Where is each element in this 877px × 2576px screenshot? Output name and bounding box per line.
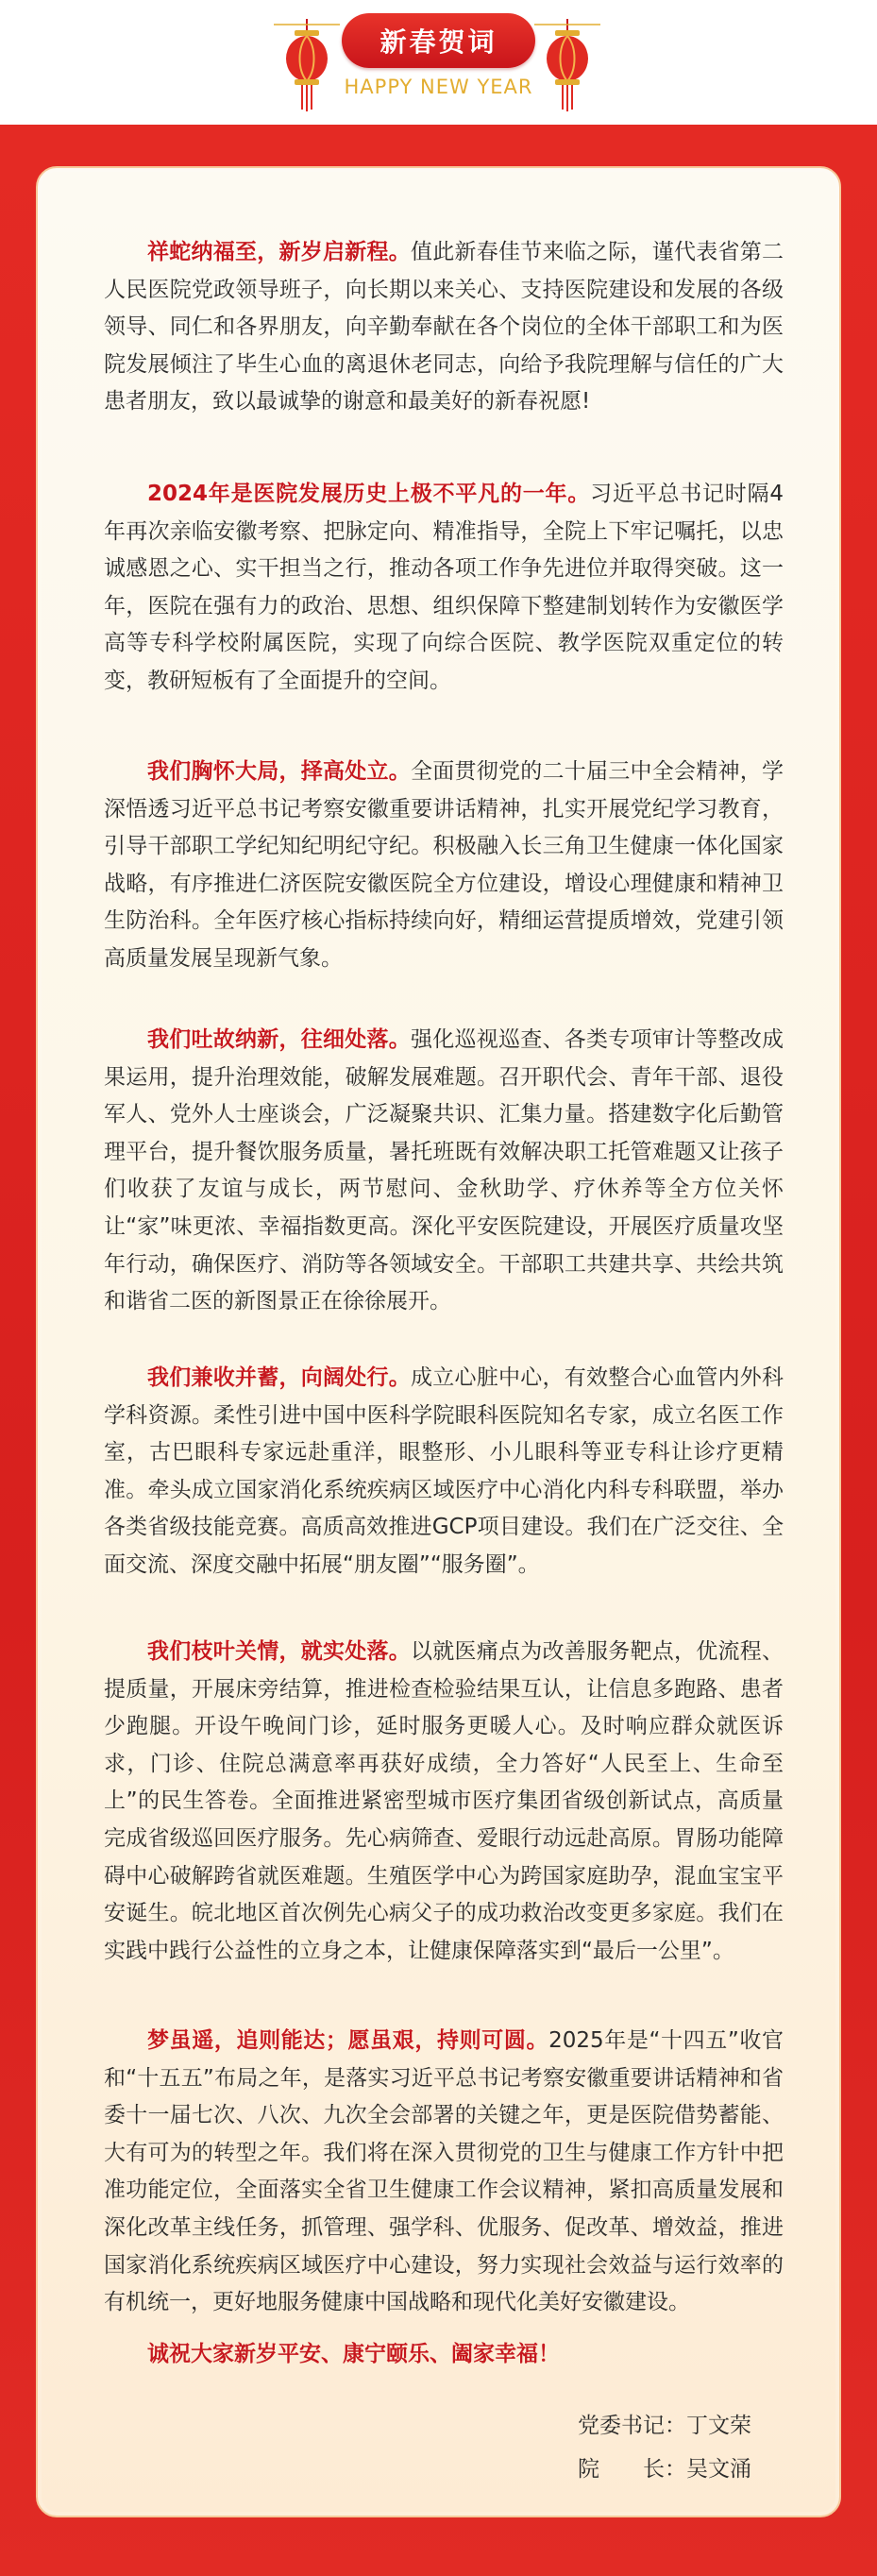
red-frame xyxy=(0,125,877,2576)
paragraph-text: 值此新春佳节来临之际，谨代表省第二人民医院党政领导班子，向长期以来关心、支持医院建设和发展的各级领导、同仁和各界朋友，向辛勤奉献在各个岗位的全体干部职工和为医院发展倾注了毕生心血的离退休老同志，向给予我院理解与信任的广大患者朋友，致以最诚挚的谢意和最美好的新春祝愿! xyxy=(104,240,784,415)
paragraph xyxy=(104,754,784,978)
paragraph-text: 习近平总书记时隔4年再次亲临安徽考察、把脉定向、精准指导，全院上下牢记嘱托，以忠诚感恩之心、实干担当之行，推动各项工作争先进位并取得突破。这一年，医院在强有力的政治、思想、组织保障下整建制划转作为安徽医学高等专科学校附属医院，实现了向综合医院、教学医院双重定位的转变，教研短板有了全面提升的空间。 xyxy=(104,482,784,693)
paragraph xyxy=(104,1360,784,1585)
page-title: 新春贺词 xyxy=(342,13,535,68)
letter-panel xyxy=(36,166,841,2517)
paragraph-lead: 我们兼收并蓄，向阔处行。 xyxy=(147,1365,411,1390)
paragraph-lead: 2024年是医院发展历史上极不平凡的一年。 xyxy=(147,482,591,506)
paragraph xyxy=(104,476,784,701)
paragraph-lead: 我们吐故纳新，往细处落。 xyxy=(147,1027,411,1052)
page-header xyxy=(0,0,877,125)
lantern-icon xyxy=(274,19,340,113)
paragraph xyxy=(104,1634,784,1970)
paragraph-text: 成立心脏中心，有效整合心血管内外科学科资源。柔性引进中国中医科学院眼科医院知名专家，成立名医工作室，古巴眼科专家远赴重洋，眼整形、小儿眼科等亚专科让诊疗更精准。牵头成立国家消化系统疾病区域医疗中心消化内科专科联盟，举办各类省级技能竞赛。高质高效推进GCP项目建设。我们在广泛交往、全面交流、深度交融中拓展“朋友圈”“服务圈”。 xyxy=(104,1365,784,1577)
paragraph xyxy=(104,2023,784,2322)
signature-president: 院 长：吴文涌 xyxy=(578,2457,751,2482)
page-subtitle: HAPPY NEW YEAR xyxy=(344,76,533,98)
signature-party-secretary: 党委书记：丁文荣 xyxy=(578,2414,751,2438)
paragraph-lead: 我们胸怀大局，择高处立。 xyxy=(147,759,411,784)
lantern-icon xyxy=(534,19,600,113)
paragraph-lead: 梦虽遥，追则能达；愿虽艰，持则可圆。 xyxy=(147,2028,549,2053)
paragraph-text: 强化巡视巡查、各类专项审计等整改成果运用，提升治理效能，破解发展难题。召开职代会、青年干部、退役军人、党外人士座谈会，广泛凝聚共识、汇集力量。搭建数字化后勤管理平台，提升餐饮服务质量，暑托班既有效解决职工托管难题又让孩子们收获了友谊与成长，两节慰问、金秋助学、疗休养等全方位关怀让“家”味更浓、幸福指数更高。深化平安医院建设，开展医疗质量攻坚年行动，确保医疗、消防等各领域安全。干部职工共建共享、共绘共筑和谐省二医的新图景正在徐徐展开。 xyxy=(104,1027,784,1314)
closing-blessing: 诚祝大家新岁平安、康宁颐乐、阖家幸福！ xyxy=(147,2342,560,2366)
paragraph-lead: 我们枝叶关情，就实处落。 xyxy=(147,1639,411,1664)
paragraph xyxy=(104,1022,784,1321)
paragraph-text: 以就医痛点为改善服务靶点，优流程、提质量，开展床旁结算，推进检查检验结果互认，让信息多跑路、患者少跑腿。开设午晚间门诊，延时服务更暖人心。及时响应群众就医诉求，门诊、住院总满意率再获好成绩，全力答好“人民至上、生命至上”的民生答卷。全面推进紧密型城市医疗集团省级创新试点，高质量完成省级巡回医疗服务。先心病筛查、爱眼行动远赴高原。胃肠功能障碍中心破解跨省就医难题。生殖医学中心为跨国家庭助孕，混血宝宝平安诞生。皖北地区首次例先心病父子的成功救治改变更多家庭。我们在实践中践行公益性的立身之本，让健康保障落实到“最后一公里”。 xyxy=(104,1639,784,1963)
paragraph-text: 全面贯彻党的二十届三中全会精神，学深悟透习近平总书记考察安徽重要讲话精神，扎实开展党纪学习教育，引导干部职工学纪知纪明纪守纪。积极融入长三角卫生健康一体化国家战略，有序推进仁济医院安徽医院全方位建设，增设心理健康和精神卫生防治科。全年医疗核心指标持续向好，精细运营提质增效，党建引领高质量发展呈现新气象。 xyxy=(104,759,784,971)
paragraph xyxy=(104,234,784,421)
paragraph-lead: 祥蛇纳福至，新岁启新程。 xyxy=(147,240,411,264)
paragraph-text: 2025年是“十四五”收官和“十五五”布局之年，是落实习近平总书记考察安徽重要讲话精神和省委十一届七次、八次、九次全会部署的关键之年，更是医院借势蓄能、大有可为的转型之年。我们将在深入贯彻党的卫生与健康工作方针中把准功能定位，全面落实全省卫生健康工作会议精神，紧扣高质量发展和深化改革主线任务，抓管理、强学科、优服务、促改革、增效益，推进国家消化系统疾病区域医疗中心建设，努力实现社会效益与运行效率的有机统一，更好地服务健康中国战略和现代化美好安徽建设。 xyxy=(104,2028,784,2315)
